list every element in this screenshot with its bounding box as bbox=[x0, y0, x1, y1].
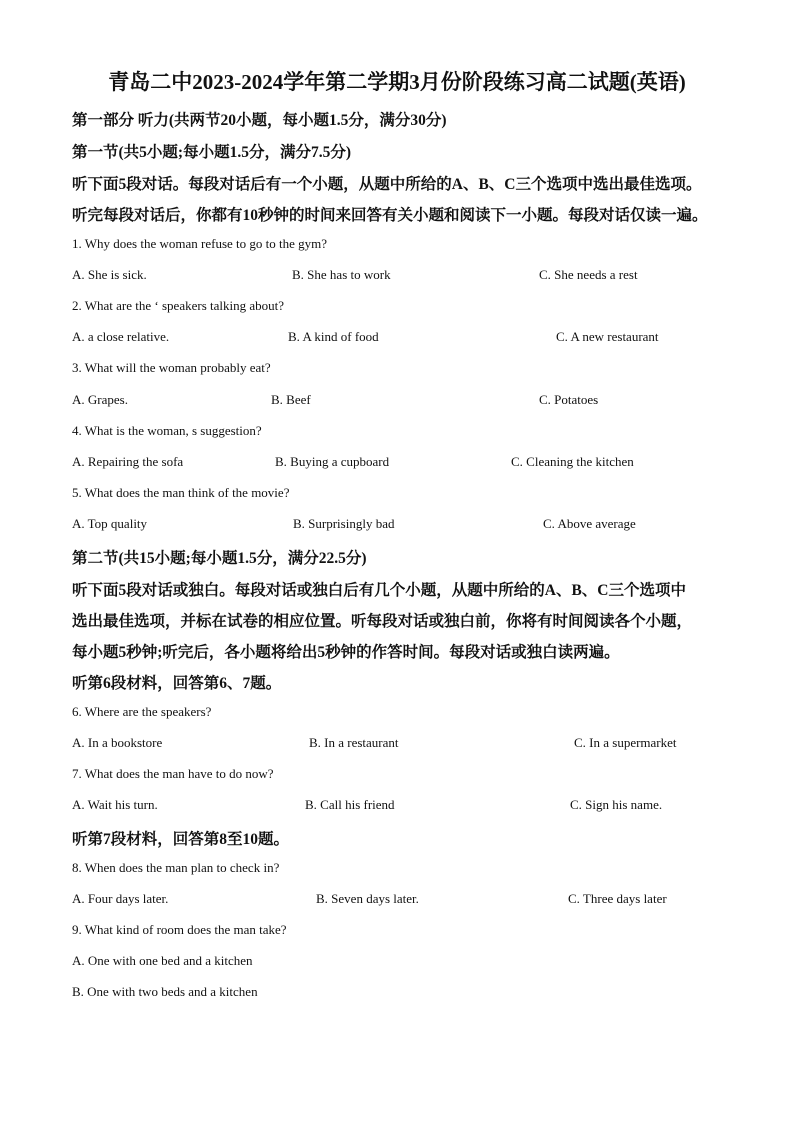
section2-heading: 第二节(共15小题;每小题1.5分，满分22.5分) bbox=[72, 550, 367, 567]
question-3: 3. What will the woman probably eat? bbox=[72, 360, 271, 375]
q3-option-c: C. Potatoes bbox=[539, 392, 599, 407]
q5-option-a: A. Top quality bbox=[72, 516, 148, 531]
question-1: 1. Why does the woman refuse to go to the gym? bbox=[72, 236, 328, 251]
q2-option-b: B. A kind of food bbox=[288, 329, 379, 344]
q6-option-b: B. In a restaurant bbox=[309, 735, 399, 750]
q4-option-c: C. Cleaning the kitchen bbox=[511, 454, 634, 469]
q7-option-c: C. Sign his name. bbox=[570, 797, 663, 812]
q1-option-b: B. She has to work bbox=[292, 267, 391, 282]
q3-option-a: A. Grapes. bbox=[72, 392, 128, 407]
q6-option-c: C. In a supermarket bbox=[574, 735, 677, 750]
question-2: 2. What are the ‘ speakers talking about? bbox=[72, 298, 285, 313]
q9-option-a: A. One with one bed and a kitchen bbox=[72, 953, 253, 968]
q7-option-b: B. Call his friend bbox=[305, 797, 395, 812]
q5-option-c: C. Above average bbox=[543, 516, 636, 531]
section1-instruction-line1: 听下面5段对话。每段对话后有一个小题，从题中所给的A、B、C三个选项中选出最佳选项。 bbox=[72, 176, 702, 193]
q2-option-a: A. a close relative. bbox=[72, 329, 170, 344]
page-title: 青岛二中2023-2024学年第二学期3月份阶段练习高二试题(英语) bbox=[108, 70, 686, 94]
q7-option-a: A. Wait his turn. bbox=[72, 797, 158, 812]
question-8: 8. When does the man plan to check in? bbox=[72, 860, 280, 875]
q8-option-c: C. Three days later bbox=[568, 891, 667, 906]
section2-instruction-line2: 选出最佳选项，并标在试卷的相应位置。听每段对话或独白前，你将有时间阅读各个小题， bbox=[72, 613, 693, 630]
part1-heading: 第一部分 听力(共两节20小题，每小题1.5分，满分30分) bbox=[72, 112, 447, 129]
question-4: 4. What is the woman, s suggestion? bbox=[72, 423, 262, 438]
section2-instruction-line1: 听下面5段对话或独白。每段对话或独白后有几个小题，从题中所给的A、B、C三个选项中 bbox=[72, 582, 686, 599]
section2-instruction-line3: 每小题5秒钟;听完后，各小题将给出5秒钟的作答时间。每段对话或独白读两遍。 bbox=[72, 644, 620, 661]
q1-option-a: A. She is sick. bbox=[72, 267, 147, 282]
q2-option-c: C. A new restaurant bbox=[556, 329, 659, 344]
question-6: 6. Where are the speakers? bbox=[72, 704, 212, 719]
section1-heading: 第一节(共5小题;每小题1.5分，满分7.5分) bbox=[72, 144, 351, 161]
q5-option-b: B. Surprisingly bad bbox=[293, 516, 395, 531]
question-5: 5. What does the man think of the movie? bbox=[72, 485, 290, 500]
section1-instruction-line2: 听完每段对话后，你都有10秒钟的时间来回答有关小题和阅读下一小题。每段对话仅读一遍。 bbox=[72, 207, 708, 224]
q4-option-a: A. Repairing the sofa bbox=[72, 454, 184, 469]
q3-option-b: B. Beef bbox=[271, 392, 311, 407]
q8-option-a: A. Four days later. bbox=[72, 891, 169, 906]
question-9: 9. What kind of room does the man take? bbox=[72, 922, 287, 937]
group6-heading: 听第6段材料，回答第6、7题。 bbox=[72, 675, 282, 692]
question-7: 7. What does the man have to do now? bbox=[72, 766, 274, 781]
q6-option-a: A. In a bookstore bbox=[72, 735, 163, 750]
q9-option-b: B. One with two beds and a kitchen bbox=[72, 984, 258, 999]
q4-option-b: B. Buying a cupboard bbox=[275, 454, 390, 469]
q1-option-c: C. She needs a rest bbox=[539, 267, 638, 282]
q8-option-b: B. Seven days later. bbox=[316, 891, 419, 906]
group7-heading: 听第7段材料，回答第8至10题。 bbox=[72, 831, 290, 848]
